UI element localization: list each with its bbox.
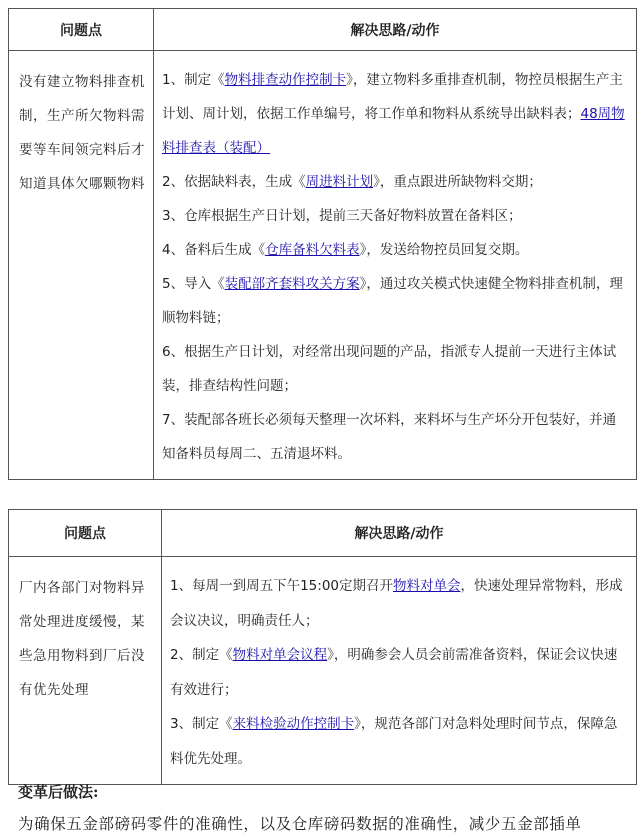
action-item [162,267,626,335]
action-text: 3、仓库根据生产日计划，提前三天备好物料放置在备料区； [162,208,522,224]
action-item [162,335,626,403]
problem-cell: 厂内各部门对物料异常处理进度缓慢，某些急用物料到厂后没有优先处理 [9,557,162,785]
action-text: 4、备料后生成《 [162,242,266,258]
solution-cell [154,51,637,480]
action-text: 5、导入《 [162,276,225,292]
action-item [162,63,626,165]
action-item [162,233,626,267]
action-text: 6、根据生产日计划，对经常出现问题的产品，指派专人提前一天进行主体试装，排查结构性问题； [162,344,617,394]
action-text: 1、每周一到周五下午15:00定期召开 [170,578,393,594]
section-title: 变革后做法: [18,783,99,801]
action-item [162,165,626,199]
header-problem: 问题点 [9,9,154,51]
link-weekly-incoming-plan[interactable]: 周进料计划 [305,174,374,190]
problem-solution-table-1 [8,8,637,480]
action-text: 2、依据缺料表，生成《 [162,174,306,190]
header-problem: 问题点 [9,510,162,557]
link-meeting-agenda[interactable]: 物料对单会议程 [232,647,328,663]
link-incoming-inspection-control-card[interactable]: 来料检验动作控制卡 [232,716,355,732]
action-text: 》，通过攻关模式快速健全物料排查机制，理顺物料链； [162,276,623,326]
solution-cell [162,557,637,785]
link-material-check-control-card[interactable]: 物料排查动作控制卡 [224,72,347,88]
section-text: 为确保五金部磅码零件的准确性，以及仓库磅码数据的准确性，减少五金部插单 [18,815,582,833]
action-text: 3、制定《 [170,716,233,732]
link-warehouse-shortage-sheet[interactable]: 仓库备料欠料表 [265,242,360,258]
action-text: 》，建立物料多重排查机制，物控员根据生产主计划、周计划，依据工作单编号，将工作单和物料从系统导出缺料表； [162,72,623,122]
action-item [162,199,626,233]
link-week48-material-check-sheet[interactable]: 48周物料排查表（装配） [162,106,625,156]
header-solution: 解决思路/动作 [154,9,637,51]
action-text: 》，规范各部门对急料处理时间节点，保障急料优先处理。 [170,716,618,767]
action-text: 1、制定《 [162,72,225,88]
link-material-reconciliation-meeting[interactable]: 物料对单会 [393,578,461,594]
action-text: 》，重点跟进所缺物料交期； [373,174,542,190]
action-item [170,569,626,638]
action-text: 2、制定《 [170,647,233,663]
link-assembly-kitting-plan[interactable]: 装配部齐套料攻关方案 [224,276,360,292]
header-solution: 解决思路/动作 [162,510,637,557]
action-item [162,403,626,471]
action-text: 7、装配部各班长必须每天整理一次坏料，来料坏与生产坏分开包装好，并通知备料员每周二、五清退坏料。 [162,412,617,462]
problem-solution-table-2 [8,509,637,785]
action-text: 》，明确参会人员会前需准备资料，保证会议快速有效进行； [170,647,618,698]
action-text: ，快速处理异常物料，形成会议决议，明确责任人； [170,578,623,629]
problem-cell: 没有建立物料排查机制，生产所欠物料需要等车间领完料后才知道具体欠哪颗物料 [9,51,154,480]
action-item [170,638,626,707]
action-item [170,707,626,776]
action-text: 》，发送给物控员回复交期。 [359,242,529,258]
